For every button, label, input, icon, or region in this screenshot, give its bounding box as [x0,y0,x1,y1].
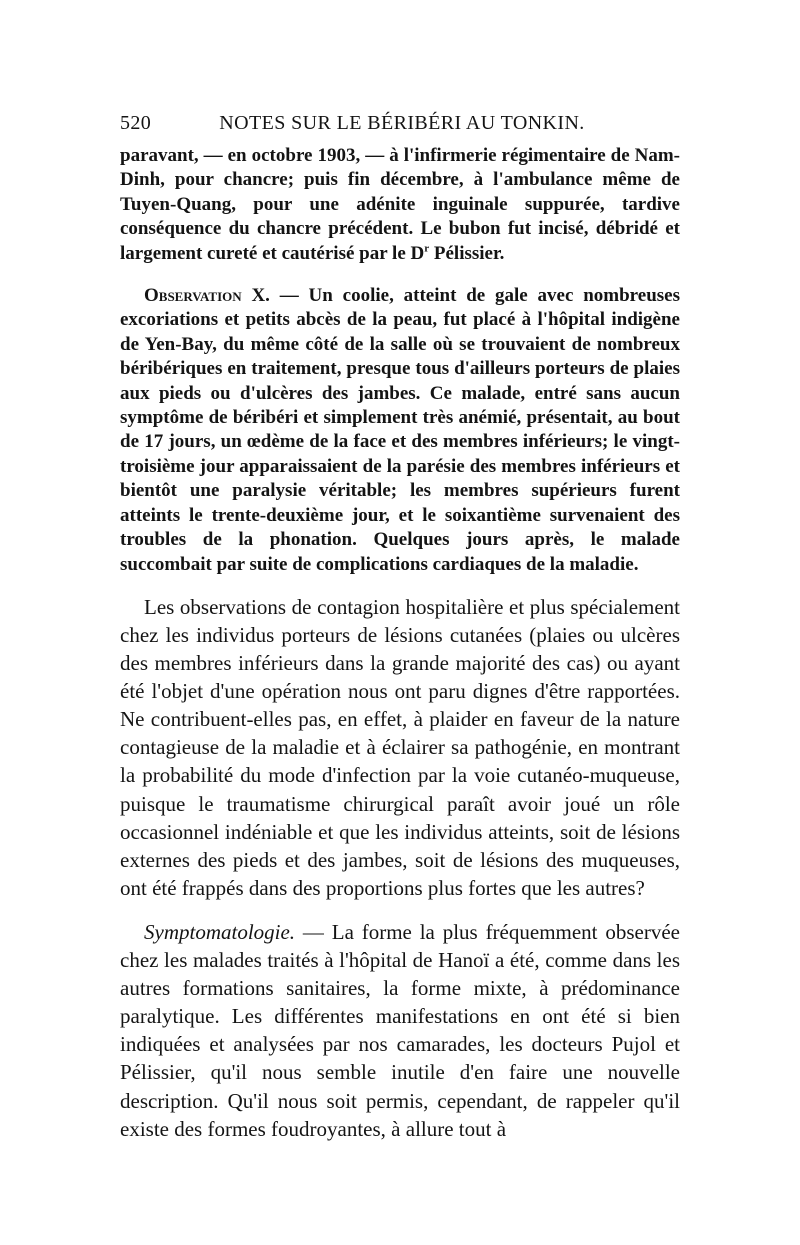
superscript: r [424,242,430,255]
running-title: NOTES SUR LE BÉRIBÉRI AU TONKIN. [219,112,585,134]
paragraph-text-end: Pélissier. [429,242,505,264]
paragraph-continuation [120,144,680,266]
running-header [120,112,680,140]
book-page [120,112,680,1143]
observation-paragraph [120,284,680,577]
section-text: — La forme la plus fréquemment observée chez les malades traités à l'hôpital de Hanoï a été, comme dans les autres formations sanitaires, la forme mixte, à prédominance paralytique. Les différentes manifestations en ont été si bien indiquées et analysées par nos camarades, les docteurs Pujol et Pélissier, qu'il nous semble inutile d'en faire une nouvelle description. Qu'il nous soit permis, cependant, de rappeler qu'il existe des formes foudroyantes, à allure tout à [120,919,680,1141]
section-paragraph [120,918,680,1143]
body-paragraph: Les observations de contagion hospitalière et plus spécialement chez les individus porteurs de lésions cutanées (plaies ou ulcères des membres inférieurs dans la grande majorité des cas) ou ayant été l'objet d'une opération nous ont paru dignes d'être rapportées. Ne contribuent-elles pas, en effet, à plaider en faveur de la nature contagieuse de la maladie et à éclairer sa pathogénie, en montrant la probabilité du mode d'infection par la voie cutanéo-muqueuse, puisque le traumatisme chirurgical paraît avoir joué un rôle occasionnel indéniable et que les individus atteints, soit de lésions externes des pieds et des jambes, soit de lésions des muqueuses, ont été frappés dans des proportions plus fortes que les autres? [120,594,680,900]
observation-label: Observation X. [144,285,270,307]
paragraph-text: paravant, — en octobre 1903, — à l'infirmerie régimentaire de Nam-Dinh, pour chancre; puis fin décembre, à l'ambulance même de Tuyen-Quang, pour une adénite inguinale suppurée, tardive conséquence du chancre précédent. Le bubon fut incisé, débridé et largement cureté et cautérisé par le D [120,145,680,264]
observation-text: — Un coolie, atteint de gale avec nombreuses excoriations et petits abcès de la peau, fut placé à l'hôpital indigène de Yen-Bay, du même côté de la salle où se trouvaient de nombreux béribériques en traitement, presque tous d'ailleurs porteurs de plaies aux pieds ou d'ulcères des jambes. Ce malade, entré sans aucun symptôme de béribéri et simplement très anémié, présentait, au bout de 17 jours, un œdème de la face et des membres inférieurs; le vingt-troisième jour apparaissaient de la parésie des membres inférieurs et bientôt une paralysie véritable; les membres supérieurs furent atteints le trente-deuxième jour, et le soixantième survenaient des troubles de la phonation. Quelques jours après, le malade succombait par suite de complications cardiaques de la maladie. [120,285,680,575]
section-label: Symptomatologie. [144,919,296,944]
page-number: 520 [120,112,152,134]
